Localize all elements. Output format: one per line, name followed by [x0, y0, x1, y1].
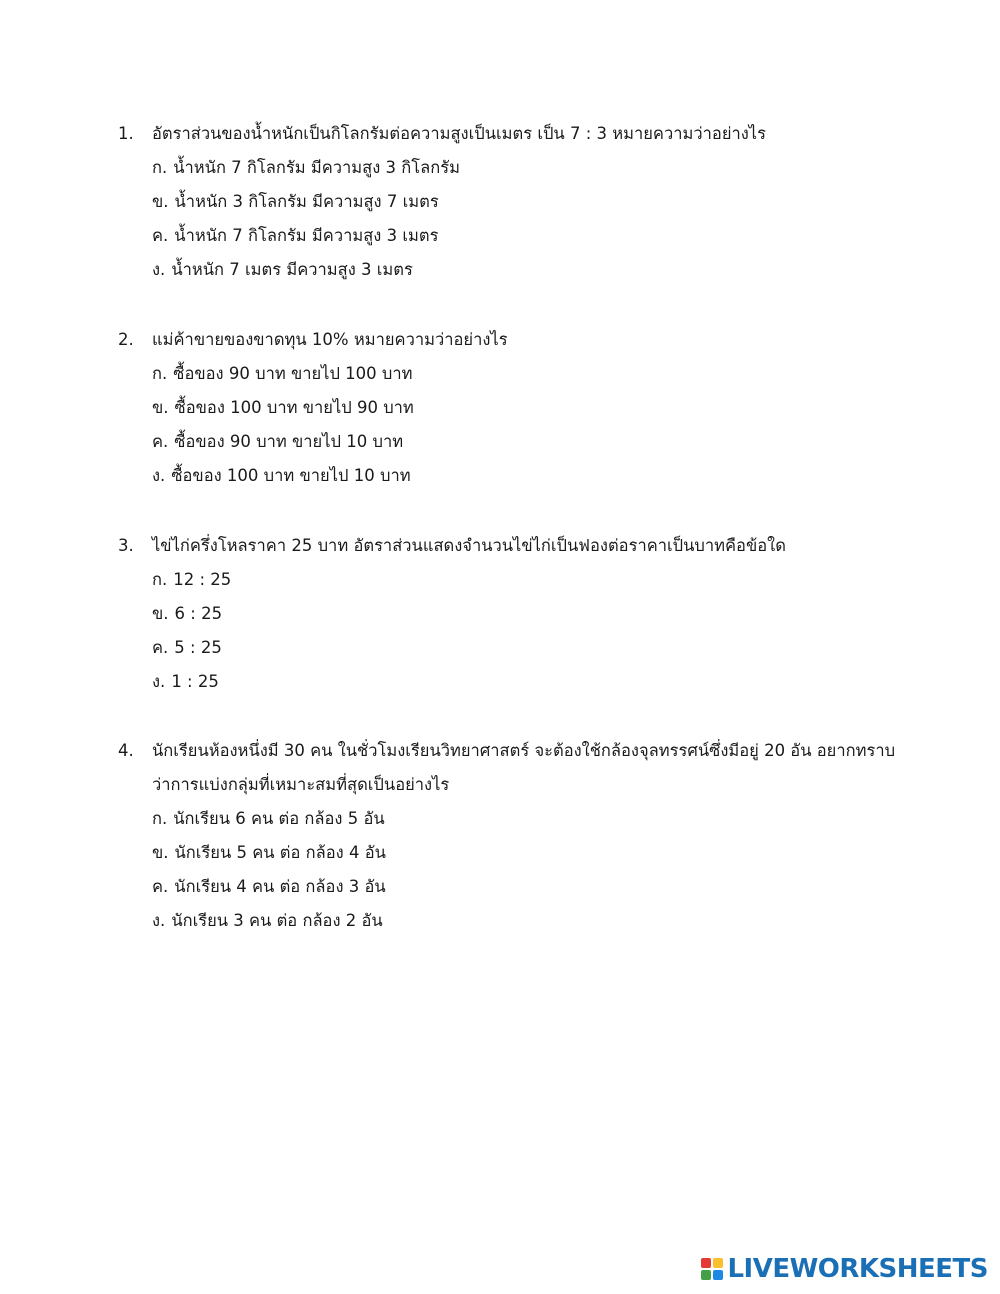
logo-mark-cell: [713, 1258, 723, 1268]
question-2-number: 2.: [118, 330, 134, 349]
choice-text: นักเรียน 3 คน ต่อ กล้อง 2 อัน: [171, 911, 383, 930]
choice-letter: ง.: [152, 672, 166, 691]
question-2-choice-c[interactable]: [118, 425, 918, 459]
choice-text: น้ำหนัก 3 กิโลกรัม มีความสูง 7 เมตร: [174, 192, 439, 211]
choice-text: น้ำหนัก 7 กิโลกรัม มีความสูง 3 เมตร: [174, 226, 439, 245]
choice-letter: ก.: [152, 570, 168, 589]
choice-text: ซื้อของ 100 บาท ขายไป 10 บาท: [171, 466, 411, 485]
choice-letter: ข.: [152, 843, 169, 862]
question-3-text: ไข่ไก่ครึ่งโหลราคา 25 บาท อัตราส่วนแสดงจำนวนไข่ไก่เป็นฟองต่อราคาเป็นบาทคือข้อใด: [152, 536, 786, 555]
choice-letter: ก.: [152, 158, 168, 177]
question-4-stem-continued: [118, 768, 918, 802]
choice-letter: ง.: [152, 911, 166, 930]
choice-text: นักเรียน 4 คน ต่อ กล้อง 3 อัน: [174, 877, 386, 896]
choice-letter: ง.: [152, 260, 166, 279]
question-2-choice-b[interactable]: [118, 391, 918, 425]
choice-letter: ง.: [152, 466, 166, 485]
question-4-number: 4.: [118, 741, 134, 760]
question-1-stem: [118, 117, 918, 151]
question-2-choice-a[interactable]: [118, 357, 918, 391]
choice-text: น้ำหนัก 7 เมตร มีความสูง 3 เมตร: [171, 260, 413, 279]
question-3-stem: [118, 529, 918, 563]
question-1-text: อัตราส่วนของน้ำหนักเป็นกิโลกรัมต่อความสูงเป็นเมตร เป็น 7 : 3 หมายความว่าอย่างไร: [152, 124, 766, 143]
question-3-choice-b[interactable]: [118, 597, 918, 631]
question-2-stem: [118, 323, 918, 357]
logo-text: LIVEWORKSHEETS: [727, 1254, 988, 1284]
choice-letter: ข.: [152, 604, 169, 623]
question-1-choice-a[interactable]: [118, 151, 918, 185]
choice-text: นักเรียน 5 คน ต่อ กล้อง 4 อัน: [174, 843, 386, 862]
question-3: [118, 529, 918, 699]
question-4: [118, 734, 918, 938]
choice-letter: ค.: [152, 638, 169, 657]
question-3-choice-a[interactable]: [118, 563, 918, 597]
question-1-choice-c[interactable]: [118, 219, 918, 253]
question-2-choice-d[interactable]: [118, 459, 918, 493]
choice-letter: ก.: [152, 364, 168, 383]
question-4-choice-a[interactable]: [118, 802, 918, 836]
question-2-text: แม่ค้าขายของขาดทุน 10% หมายความว่าอย่างไร: [152, 330, 508, 349]
choice-letter: ค.: [152, 226, 169, 245]
liveworksheets-logo: [701, 1254, 988, 1284]
question-3-choice-d[interactable]: [118, 665, 918, 699]
logo-mark-cell: [701, 1270, 711, 1280]
choice-text: ซื้อของ 90 บาท ขายไป 100 บาท: [173, 364, 413, 383]
choice-text: ซื้อของ 90 บาท ขายไป 10 บาท: [174, 432, 404, 451]
question-1-choice-d[interactable]: [118, 253, 918, 287]
choice-text: 12 : 25: [173, 570, 232, 589]
choice-letter: ค.: [152, 877, 169, 896]
choice-text: 1 : 25: [171, 672, 219, 691]
question-2: [118, 323, 918, 493]
question-1-number: 1.: [118, 124, 134, 143]
question-3-choice-c[interactable]: [118, 631, 918, 665]
logo-mark-cell: [701, 1258, 711, 1268]
logo-mark-cell: [713, 1270, 723, 1280]
choice-letter: ค.: [152, 432, 169, 451]
question-4-text-continued: ว่าการแบ่งกลุ่มที่เหมาะสมที่สุดเป็นอย่างไร: [152, 775, 450, 794]
question-3-number: 3.: [118, 536, 134, 555]
question-4-choice-b[interactable]: [118, 836, 918, 870]
logo-mark-icon: [701, 1258, 723, 1280]
choice-text: 5 : 25: [174, 638, 222, 657]
question-4-choice-c[interactable]: [118, 870, 918, 904]
question-4-choice-d[interactable]: [118, 904, 918, 938]
choice-text: น้ำหนัก 7 กิโลกรัม มีความสูง 3 กิโลกรัม: [173, 158, 460, 177]
choice-letter: ข.: [152, 192, 169, 211]
choice-text: 6 : 25: [174, 604, 223, 623]
question-1-choice-b[interactable]: [118, 185, 918, 219]
choice-letter: ข.: [152, 398, 169, 417]
choice-text: ซื้อของ 100 บาท ขายไป 90 บาท: [174, 398, 414, 417]
choice-letter: ก.: [152, 809, 168, 828]
question-1: [118, 117, 918, 287]
question-4-text: นักเรียนห้องหนึ่งมี 30 คน ในชั่วโมงเรียนวิทยาศาสตร์ จะต้องใช้กล้องจุลทรรศน์ซึ่งมีอยู่ 20 อัน อยากทราบ: [152, 741, 896, 760]
question-4-stem: [118, 734, 918, 768]
choice-text: นักเรียน 6 คน ต่อ กล้อง 5 อัน: [173, 809, 385, 828]
